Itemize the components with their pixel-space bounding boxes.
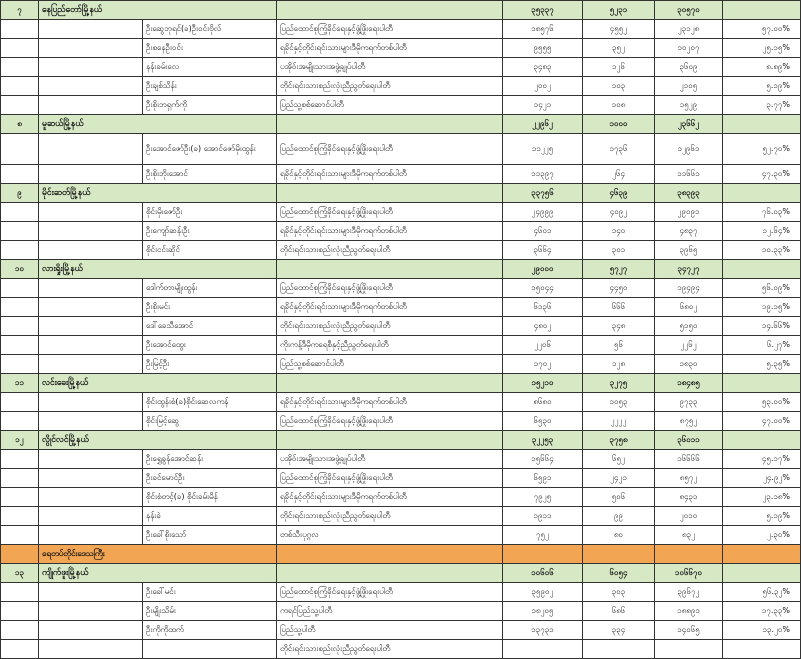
empty-cell (39, 393, 143, 412)
vote-percentage: ၂.၃၀% (723, 526, 801, 545)
row-number: ၁၁ (1, 374, 39, 393)
party-name: တိုင်းရင်းသားစည်းလုံးညီညွတ်ရေးပါတီ (277, 77, 503, 96)
township-name: မိုင်းဆတ်မြို့နယ် (39, 184, 277, 203)
party-name: ကရင်ပြည်သူ့ပါတီ (277, 602, 503, 621)
total-votes: ၁၈၈၉၁ (655, 602, 723, 621)
empty-cell (1, 20, 39, 39)
total-votes: ၁၆၆၆၆ (655, 450, 723, 469)
empty-cell (723, 260, 801, 279)
empty-cell (39, 640, 143, 659)
total-advance-votes: ၆၀၅၄ (583, 564, 655, 583)
township-row (1, 260, 801, 279)
total-votes: ၂၀၁၀ (655, 507, 723, 526)
candidate-row (1, 222, 801, 241)
ordinary-votes: ၇၅၂ (503, 526, 583, 545)
empty-cell (277, 184, 503, 203)
empty-cell (1, 545, 39, 564)
candidate-row (1, 203, 801, 222)
township-row (1, 184, 801, 203)
vote-percentage: ၂၃.၁၈% (723, 488, 801, 507)
vote-percentage: ၁၄.၆၆% (723, 317, 801, 336)
vote-percentage: ၁၃.၂၀% (723, 621, 801, 640)
township-row (1, 431, 801, 450)
candidate-row (1, 412, 801, 431)
ordinary-votes: ၁၄၂၁ (503, 96, 583, 115)
party-name: ပြည်ထောင်စုကြံ့ခိုင်ရေးနှင့်ဖွံ့ဖြိုးရေးပါတီ (277, 412, 503, 431)
total-votes: ၄၈၃၇ (655, 222, 723, 241)
candidate-name: ဦးအောင်ဇော်ဦး(ခ) အောင်ဇော်မိုးထွန်း (143, 134, 277, 165)
candidate-row (1, 507, 801, 526)
party-name: ပြည်သူ့ပါတီ (277, 621, 503, 640)
township-name: လားရှိုးမြို့နယ် (39, 260, 277, 279)
advance-votes: ၁၀၈ (583, 96, 655, 115)
advance-votes: ၆၅၂ (583, 450, 655, 469)
empty-cell (1, 165, 39, 184)
advance-votes: ၈၀ (583, 526, 655, 545)
vote-percentage: ၁၂.၆၄% (723, 222, 801, 241)
advance-votes: ၉၉ (583, 507, 655, 526)
vote-percentage: ၅.၁၉% (723, 507, 801, 526)
candidate-row (1, 77, 801, 96)
vote-percentage: ၅၇.၀၀% (723, 20, 801, 39)
total-votes: ၆၈၀၂ (655, 298, 723, 317)
empty-cell (1, 583, 39, 602)
candidate-row (1, 469, 801, 488)
party-name: ရခိုင်နှင့်တိုင်းရင်းသားများဒီမိုကရက်တစ်ပါတီ (277, 222, 503, 241)
candidate-row (1, 134, 801, 165)
empty-cell (1, 279, 39, 298)
empty-cell (1, 393, 39, 412)
empty-cell (39, 621, 143, 640)
empty-cell (723, 545, 801, 564)
empty-cell (277, 564, 503, 583)
township-name: မူဆယ်မြို့နယ် (39, 115, 277, 134)
candidate-name: ဦးချစ်သိန်း (143, 77, 277, 96)
party-name: ပြည်သူ့စစ်ဆောင်ပါတီ (277, 96, 503, 115)
empty-cell (1, 488, 39, 507)
total-votes: ၂၉၀၉၁ (655, 203, 723, 222)
empty-cell (39, 469, 143, 488)
empty-cell (39, 583, 143, 602)
candidate-row (1, 583, 801, 602)
ordinary-votes: ၂၂၀၆ (503, 336, 583, 355)
division-row (1, 545, 801, 564)
party-name: တိုင်းရင်းသားစည်းလုံးညီညွတ်ရေးပါတီ (277, 640, 503, 659)
empty-cell (277, 115, 503, 134)
row-number: ၉ (1, 184, 39, 203)
candidate-name: ဦးရွှေခွန်အောင်ဆန်း (143, 450, 277, 469)
total-votes: ၂၂၆၂ (655, 336, 723, 355)
empty-cell (39, 317, 143, 336)
party-name: ရခိုင်နှင့်တိုင်းရင်းသားများဒီမိုကရက်တစ်ပါတီ (277, 488, 503, 507)
empty-cell (1, 355, 39, 374)
candidate-name: ဦးအောင်ထွေး (143, 336, 277, 355)
ordinary-votes: ၂၄၉၉၉ (503, 203, 583, 222)
empty-cell (39, 134, 143, 165)
empty-cell (39, 355, 143, 374)
total-votes: ၈၇၅၂ (655, 412, 723, 431)
candidate-name: စိုင်းစံတင့်(ခ) စိုင်းခမ်းမိန် (143, 488, 277, 507)
candidate-row (1, 393, 801, 412)
total-advance-votes: ၃၇၅၈ (583, 431, 655, 450)
candidate-name: ဦးခင်မောင်ဦး (143, 469, 277, 488)
empty-cell (39, 58, 143, 77)
candidate-row (1, 526, 801, 545)
total-votes: ၃၉၆၅ (655, 241, 723, 260)
empty-cell (1, 298, 39, 317)
ordinary-votes: ၁၁၂၂၅ (503, 134, 583, 165)
candidate-row (1, 640, 801, 659)
vote-percentage: ၅၆.၃၂% (723, 583, 801, 602)
vote-percentage: ၈.၈၉% (723, 58, 801, 77)
empty-cell (1, 317, 39, 336)
total-advance-votes: ၁၀၀၀ (583, 115, 655, 134)
vote-percentage: ၇၆.၀၃% (723, 203, 801, 222)
candidate-name: နန်းခဲ (143, 507, 277, 526)
candidate-name: နန်းခမ်းလေ (143, 58, 277, 77)
candidate-name: ဦးစိုးဘိုးအောင် (143, 165, 277, 184)
ordinary-votes: ၁၁၃၉၇ (503, 165, 583, 184)
ordinary-votes: ၁၉၁၁ (503, 507, 583, 526)
ordinary-votes: ၈၆၈၀ (503, 393, 583, 412)
advance-votes: ၆၆၆ (583, 298, 655, 317)
candidate-row (1, 298, 801, 317)
total-votes: ၈၅၇၂ (655, 469, 723, 488)
advance-votes: ၁၂၈ (583, 355, 655, 374)
candidate-name (143, 640, 277, 659)
vote-percentage: ၅၆.၀၉% (723, 279, 801, 298)
advance-votes: ၄၄၅၀ (583, 279, 655, 298)
advance-votes: ၂၄၂၁ (583, 469, 655, 488)
candidate-row (1, 621, 801, 640)
advance-votes: ၁၂၆ (583, 58, 655, 77)
advance-votes: ၆၈၆ (583, 602, 655, 621)
empty-cell (277, 431, 503, 450)
division-name: ရေတပ်တိုင်းဒေသကြီး (39, 545, 277, 564)
total-votes: ၁၁၆၆၁ (655, 165, 723, 184)
results-body (1, 1, 801, 659)
vote-percentage: ၁၇.၃၃% (723, 602, 801, 621)
row-number: ၈ (1, 115, 39, 134)
total-votes: ၃၈၃၉၃ (655, 184, 723, 203)
row-number: ၁၂ (1, 431, 39, 450)
ordinary-votes: ၁၈၅၇၆ (503, 20, 583, 39)
ordinary-votes: ၃၆၆၄ (503, 241, 583, 260)
party-name: ပြည်သူ့စစ်ဆောင်ပါတီ (277, 355, 503, 374)
advance-votes: ၃၀၃ (583, 583, 655, 602)
empty-cell (1, 222, 39, 241)
empty-cell (39, 165, 143, 184)
total-votes: ၁၀၂၀၇ (655, 39, 723, 58)
row-number: ၁၃ (1, 564, 39, 583)
total-votes (655, 640, 723, 659)
township-name: လင်းခေးမြို့နယ် (39, 374, 277, 393)
empty-cell (723, 374, 801, 393)
total-ordinary-votes: ၂၉၀၀၀ (503, 260, 583, 279)
candidate-name: ဦးကျော်ဆန်းဦး (143, 222, 277, 241)
empty-cell (723, 431, 801, 450)
township-row (1, 1, 801, 20)
total-advance-votes: ၅၂၃၁ (583, 1, 655, 20)
empty-cell (723, 564, 801, 583)
ordinary-votes: ၃၅၉၀၂ (503, 583, 583, 602)
total-votes: ၃၆၀၉ (655, 58, 723, 77)
empty-cell (1, 602, 39, 621)
candidate-name: ဦးစနေဦးဝင်း (143, 39, 277, 58)
empty-cell (723, 115, 801, 134)
candidate-name: စိုင်းမိုးဇော်ဦး (143, 203, 277, 222)
candidate-name: စိုင်းထွန်းစံ(ခ)စိုင်းဆေလကန် (143, 393, 277, 412)
township-row (1, 115, 801, 134)
empty-cell (39, 488, 143, 507)
empty-cell (39, 412, 143, 431)
advance-votes (583, 640, 655, 659)
candidate-name: ဦးခေါ်မင်း (143, 583, 277, 602)
vote-percentage: ၅.၃၅% (723, 355, 801, 374)
empty-cell (39, 336, 143, 355)
ordinary-votes: ၁၈၂၀၅ (503, 602, 583, 621)
township-row (1, 564, 801, 583)
vote-percentage: ၄၇.၃၀% (723, 165, 801, 184)
candidate-row (1, 336, 801, 355)
candidate-name: ဒေါက်တာမျိုးထွန်း (143, 279, 277, 298)
empty-cell (39, 77, 143, 96)
advance-votes: ၂၆၄ (583, 165, 655, 184)
candidate-row (1, 96, 801, 115)
total-votes: ၂၃၁၂၈ (655, 20, 723, 39)
candidate-row (1, 488, 801, 507)
vote-percentage: ၃.၇၇% (723, 96, 801, 115)
empty-cell (1, 640, 39, 659)
empty-cell (503, 545, 583, 564)
candidate-row (1, 450, 801, 469)
candidate-name: ဦးစိုးမင်း (143, 298, 277, 317)
advance-votes: ၁၀၅၃ (583, 393, 655, 412)
total-votes: ၃၀၅၇၀ (655, 1, 723, 20)
advance-votes: ၁၇၃၆ (583, 134, 655, 165)
ordinary-votes: ၁၇၀၂ (503, 355, 583, 374)
total-votes: ၉၇၃၃ (655, 393, 723, 412)
empty-cell (39, 39, 143, 58)
advance-votes: ၃၀၁ (583, 241, 655, 260)
party-name: ပအိုဝ်းအမျိုးသားအဖွဲ့ချုပ်ပါတီ (277, 58, 503, 77)
empty-cell (39, 602, 143, 621)
ordinary-votes: ၉၅၅၅ (503, 39, 583, 58)
total-votes: ၂၃၆၆၂ (655, 115, 723, 134)
total-votes: ၈၄၃၁ (655, 488, 723, 507)
party-name: ရခိုင်နှင့်တိုင်းရင်းသားများဒီမိုကရက်တစ်ပါတီ (277, 393, 503, 412)
party-name: ပြည်ထောင်စုကြံ့ခိုင်ရေးနှင့်ဖွံ့ဖြိုးရေးပါတီ (277, 134, 503, 165)
vote-percentage (723, 640, 801, 659)
ordinary-votes: ၄၆၀၁ (503, 222, 583, 241)
candidate-name: ဦးကိုကိုထက် (143, 621, 277, 640)
vote-percentage: ၁၀.၃၃% (723, 241, 801, 260)
candidate-name: စိုင်းမြင့်ဆွေ (143, 412, 277, 431)
empty-cell (1, 241, 39, 260)
party-name: တစ်သီးပုဂ္ဂလ (277, 526, 503, 545)
advance-votes: ၃၅၂ (583, 39, 655, 58)
empty-cell (723, 1, 801, 20)
total-ordinary-votes: ၃၃၇၅၆ (503, 184, 583, 203)
empty-cell (1, 39, 39, 58)
total-votes: ၁၂၉၆၁ (655, 134, 723, 165)
township-name: လွိုင်လင်မြို့နယ် (39, 431, 277, 450)
empty-cell (1, 203, 39, 222)
empty-cell (1, 526, 39, 545)
total-votes: ၁၉၄၉၄ (655, 279, 723, 298)
total-votes: ၃၄၇၂၇ (655, 260, 723, 279)
ordinary-votes: ၁၃၇၃၁ (503, 621, 583, 640)
candidate-name: ဦးမျိုးသိမ်း (143, 602, 277, 621)
advance-votes: ၄၅၅၂ (583, 20, 655, 39)
total-votes: ၁၀၆၆၇၀ (655, 564, 723, 583)
total-votes: ၁၈၄၈၅ (655, 374, 723, 393)
empty-cell (655, 545, 723, 564)
party-name: ကိုးကန့်ဒီမိုကရေစီနှင့်ညီညွတ်ရေးပါတီ (277, 336, 503, 355)
empty-cell (39, 298, 143, 317)
ordinary-votes: ၁၅၆၆၄ (503, 450, 583, 469)
empty-cell (39, 241, 143, 260)
vote-percentage: ၆.၂၇% (723, 336, 801, 355)
empty-cell (39, 279, 143, 298)
empty-cell (39, 450, 143, 469)
ordinary-votes: ၂၀၀၂ (503, 77, 583, 96)
total-votes: ၃၆၀၁၁ (655, 431, 723, 450)
party-name: ပြည်ထောင်စုကြံ့ခိုင်ရေးနှင့်ဖွံ့ဖြိုးရေးပါတီ (277, 279, 503, 298)
advance-votes: ၃၄၈ (583, 317, 655, 336)
township-name: နေပြည်တော်မြို့နယ် (39, 1, 277, 20)
township-name: ကျိုက်ဖူးမြို့နယ် (39, 564, 277, 583)
advance-votes: ၁၀၃ (583, 77, 655, 96)
empty-cell (1, 507, 39, 526)
township-row (1, 374, 801, 393)
party-name: ရခိုင်နှင့်တိုင်းရင်းသားများဒီမိုကရက်တစ်ပါတီ (277, 298, 503, 317)
candidate-row (1, 602, 801, 621)
total-votes: ၁၈၃၀ (655, 355, 723, 374)
empty-cell (277, 260, 503, 279)
candidate-row (1, 58, 801, 77)
party-name: တိုင်းရင်းသားစည်းလုံးညီညွတ်ရေးပါတီ (277, 507, 503, 526)
ordinary-votes: ၆၁၃၆ (503, 298, 583, 317)
empty-cell (1, 469, 39, 488)
party-name: တိုင်းရင်းသားစည်းလုံးညီညွတ်ရေးပါတီ (277, 241, 503, 260)
advance-votes: ၂၂၂၂ (583, 412, 655, 431)
vote-percentage: ၅.၁၉% (723, 77, 801, 96)
total-votes: ၈၃၂ (655, 526, 723, 545)
candidate-row (1, 165, 801, 184)
ordinary-votes (503, 640, 583, 659)
ordinary-votes: ၇၉၂၅ (503, 488, 583, 507)
empty-cell (1, 412, 39, 431)
ordinary-votes: ၄၈၀၂ (503, 317, 583, 336)
total-votes: ၃၉၆၇၂ (655, 583, 723, 602)
party-name: တိုင်းရင်းသားစည်းလုံးညီညွတ်ရေးပါတီ (277, 317, 503, 336)
empty-cell (1, 450, 39, 469)
empty-cell (1, 96, 39, 115)
vote-percentage: ၁၉.၁၅% (723, 298, 801, 317)
party-name: ပြည်ထောင်စုကြံ့ခိုင်ရေးနှင့်ဖွံ့ဖြိုးရေးပါတီ (277, 469, 503, 488)
empty-cell (39, 507, 143, 526)
candidate-name: ဦးဆွေဘုရင်(ခ)ဦးဝင်းဗိုလ် (143, 20, 277, 39)
empty-cell (1, 336, 39, 355)
party-name: ပြည်ထောင်စုကြံ့ခိုင်ရေးနှင့်ဖွံ့ဖြိုးရေးပါတီ (277, 583, 503, 602)
empty-cell (277, 1, 503, 20)
party-name: ရခိုင်နှင့်တိုင်းရင်းသားများဒီမိုကရက်တစ်ပါတီ (277, 39, 503, 58)
empty-cell (39, 96, 143, 115)
party-name: ပြည်ထောင်စုကြံ့ခိုင်ရေးနှင့်ဖွံ့ဖြိုးရေးပါတီ (277, 203, 503, 222)
candidate-row (1, 39, 801, 58)
total-votes: ၂၁၀၅ (655, 77, 723, 96)
empty-cell (39, 203, 143, 222)
advance-votes: ၄၀၉၂ (583, 203, 655, 222)
candidate-row (1, 241, 801, 260)
total-advance-votes: ၃၂၇၅ (583, 374, 655, 393)
total-ordinary-votes: ၃၂၂၅၃ (503, 431, 583, 450)
total-votes: ၁၅၂၉ (655, 96, 723, 115)
candidate-row (1, 317, 801, 336)
empty-cell (1, 621, 39, 640)
vote-percentage: ၄၇.၀၀% (723, 412, 801, 431)
total-ordinary-votes: ၁၅၂၁၀ (503, 374, 583, 393)
row-number: ၁၀ (1, 260, 39, 279)
candidate-name: ဦးခေါ်စိုးသော် (143, 526, 277, 545)
ordinary-votes: ၁၅၀၄၄ (503, 279, 583, 298)
total-ordinary-votes: ၂၂၉၆၂ (503, 115, 583, 134)
empty-cell (39, 20, 143, 39)
candidate-name: ဦးမြင့်ဦး (143, 355, 277, 374)
advance-votes: ၅၀၆ (583, 488, 655, 507)
total-advance-votes: ၅၇၂၇ (583, 260, 655, 279)
vote-percentage: ၂၄.၉၂% (723, 469, 801, 488)
row-number: ၇ (1, 1, 39, 20)
candidate-row (1, 20, 801, 39)
candidate-name: ဒေါ်ခေသီအောင် (143, 317, 277, 336)
empty-cell (583, 545, 655, 564)
total-ordinary-votes: ၃၅၃၃၇ (503, 1, 583, 20)
candidate-row (1, 355, 801, 374)
empty-cell (39, 222, 143, 241)
vote-percentage: ၅၃.၀၀% (723, 393, 801, 412)
empty-cell (277, 374, 503, 393)
advance-votes: ၅၆ (583, 336, 655, 355)
empty-cell (1, 134, 39, 165)
vote-percentage: ၅၂.၇၀% (723, 134, 801, 165)
total-votes: ၅၁၅၀ (655, 317, 723, 336)
empty-cell (1, 77, 39, 96)
empty-cell (723, 184, 801, 203)
ordinary-votes: ၃၄၈၃ (503, 58, 583, 77)
party-name: ပအိုဝ်းအမျိုးသားအဖွဲ့ချုပ်ပါတီ (277, 450, 503, 469)
total-votes: ၁၄၀၆၅ (655, 621, 723, 640)
advance-votes: ၃၃၄ (583, 621, 655, 640)
total-ordinary-votes: ၁၀၆၀၆ (503, 564, 583, 583)
party-name: ပြည်ထောင်စုကြံ့ခိုင်ရေးနှင့်ဖွံ့ဖြိုးရေးပါတီ (277, 20, 503, 39)
advance-votes: ၁၄၀ (583, 222, 655, 241)
party-name: ရခိုင်နှင့်တိုင်းရင်းသားများဒီမိုကရက်တစ်ပါတီ (277, 165, 503, 184)
ordinary-votes: ၆၅၉၁ (503, 469, 583, 488)
ordinary-votes: ၆၅၃၀ (503, 412, 583, 431)
candidate-name: စိုင်းငင်းဆိုင် (143, 241, 277, 260)
vote-percentage: ၂၅.၁၅% (723, 39, 801, 58)
empty-cell (39, 526, 143, 545)
candidate-row (1, 279, 801, 298)
vote-percentage: ၄၅.၁၇% (723, 450, 801, 469)
empty-cell (1, 58, 39, 77)
empty-cell (277, 545, 503, 564)
total-advance-votes: ၄၆၃၉ (583, 184, 655, 203)
candidate-name: ဦးစိုးဘရှက်ကို (143, 96, 277, 115)
